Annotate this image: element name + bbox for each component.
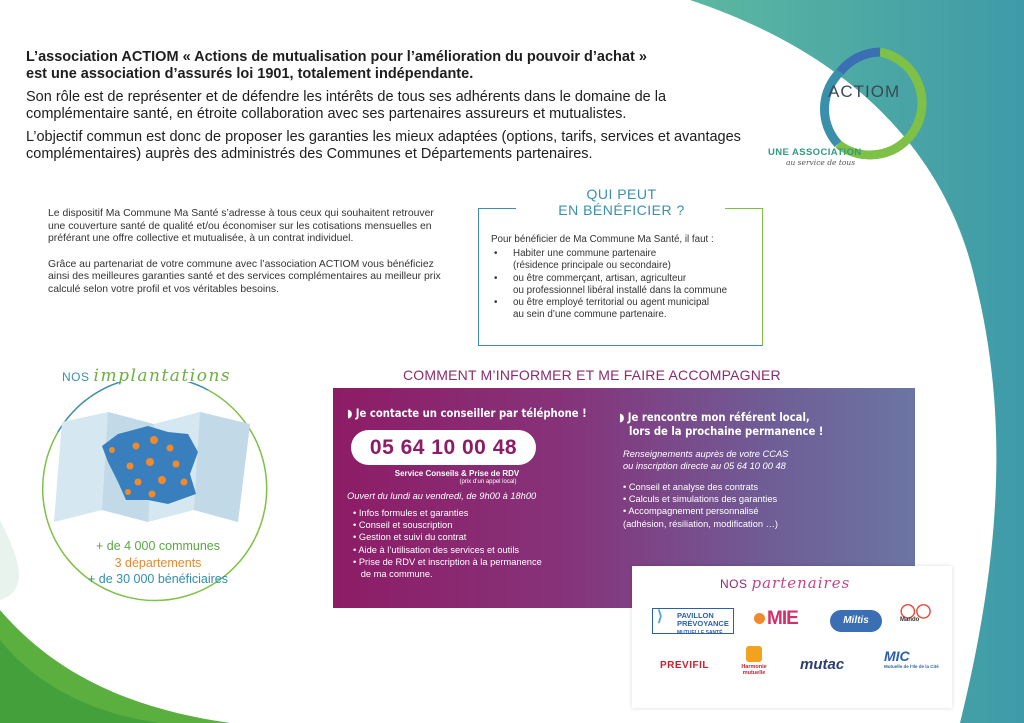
dispositif-para1: Le dispositif Ma Commune Ma Santé s’adresse à tous ceux qui souhaitent retrouver une couverture santé de qualité et/ou économiser sur les cotisations mensuelles en préférant une offre collective et mutualisée, à un contrat individuel.	[48, 208, 434, 245]
mutac-logo: mutac	[800, 656, 845, 673]
mie-text: MIE	[767, 608, 798, 629]
pavillon-chevron-icon: ⟩	[657, 608, 663, 625]
intro-lead-line2: est une association d’assurés loi 1901, totalement indépendante.	[26, 65, 474, 82]
intro-role: Son rôle est de représenter et de défendre les intérêts de tous ses adhérents dans le domaine de la complémentaire santé, en étroite collaboration avec ses partenaires assureurs et mutualistes.	[26, 89, 667, 122]
intro-lead	[26, 49, 746, 82]
qui-peut-title	[479, 186, 764, 218]
list-item: • Conseil et souscription	[353, 520, 453, 531]
partners-title-plain: NOS	[720, 577, 748, 591]
list-item: • ou être commerçant, artisan, agriculteur ou professionnel libéral installé dans la commune	[494, 272, 728, 296]
intro-lead-line1: L’association ACTIOM « Actions de mutualisation pour l’amélioration du pouvoir d’achat »	[26, 49, 647, 65]
qui-peut-body	[491, 234, 759, 321]
partners-title-script: partenaires	[751, 574, 851, 592]
mando-logo	[900, 602, 931, 623]
harmonie-line1: Harmonie	[741, 664, 767, 670]
actiom-logo-word: ACTIOM	[828, 82, 901, 101]
local-renseignements	[619, 448, 909, 472]
stat-beneficiaires: + de 30 000 bénéficiaires	[87, 572, 229, 586]
local-services-list	[619, 481, 909, 530]
mic-logo	[884, 648, 939, 669]
list-item: • Calculs et simulations des garanties	[623, 494, 778, 505]
france-map-icon	[54, 412, 250, 522]
qui-peut-list	[491, 248, 759, 321]
intro-block	[26, 49, 746, 169]
stat-communes: + de 4 000 communes	[95, 539, 221, 553]
previfil-logo: PREVIFIL	[660, 660, 710, 671]
list-item: • Aide à l’utilisation des services et outils	[353, 544, 520, 555]
mic-text: MIC	[884, 648, 910, 664]
miltis-logo: Miltis	[830, 610, 882, 632]
logo-tagline: UNE ASSOCIATION	[768, 147, 862, 158]
mando-text: Mando	[900, 617, 920, 623]
list-item: • Accompagnement personnalisé	[623, 506, 759, 517]
stat-departements: 3 départements	[114, 555, 202, 570]
renseign-line1: Renseignements auprès de votre CCAS	[623, 449, 789, 459]
local-heading	[619, 411, 909, 439]
pavillon-line1: PAVILLON	[677, 611, 714, 620]
list-item: (adhésion, résiliation, modification …)	[623, 518, 779, 529]
qui-peut-title-line1: QUI PEUT	[586, 186, 657, 202]
list-item: • ou être employé territorial ou agent municipal au sein d’une commune partenaire.	[494, 297, 710, 321]
implantations-stats	[48, 538, 268, 588]
mando-rings-icon: ◯◯	[900, 602, 932, 618]
local-column	[619, 411, 909, 530]
harmonie-hex-icon	[746, 646, 762, 662]
partners-box	[632, 566, 952, 708]
phone-services-list	[347, 507, 607, 580]
phone-service-label: Service Conseils & Prise de RDV	[394, 469, 520, 478]
mic-sub: Mutuelle de l’Ile de la Cité	[884, 664, 939, 669]
mie-ball-icon	[754, 613, 765, 624]
logo-tagline-script: au service de tous	[786, 158, 856, 167]
list-item: • Habiter une commune partenaire (résidence principale ou secondaire)	[494, 248, 671, 272]
dispositif-text	[48, 208, 448, 310]
pavillon-sub: MUTUELLE SANTÉ	[677, 630, 723, 636]
local-heading-line2: lors de la prochaine permanence !	[629, 425, 824, 438]
phone-heading: ◗ Je contacte un conseiller par téléphone !	[347, 407, 587, 420]
list-item: • Gestion et suivi du contrat	[353, 532, 467, 543]
qui-peut-intro: Pour bénéficier de Ma Commune Ma Santé, il faut :	[491, 234, 714, 245]
mie-logo	[754, 608, 798, 630]
local-heading-line1: ◗ Je rencontre mon référent local,	[619, 411, 810, 424]
pavillon-line2: PRÉVOYANCE	[677, 619, 729, 628]
left-curve	[0, 520, 19, 600]
phone-hours: Ouvert du lundi au vendredi, de 9h00 à 18h00	[347, 491, 537, 501]
phone-service-note: (prix d’un appel local)	[459, 479, 517, 485]
renseign-line2: ou inscription directe au 05 64 10 00 48	[623, 461, 786, 471]
partners-title	[720, 574, 850, 592]
list-item: • Infos formules et garanties	[353, 508, 469, 518]
comment-title: COMMENT M’INFORMER ET ME FAIRE ACCOMPAGNER	[403, 367, 781, 383]
implantations-title-script: implantations	[93, 366, 232, 386]
harmonie-mutuelle-logo	[736, 646, 772, 676]
list-item: de ma commune.	[353, 569, 433, 580]
list-item: • Prise de RDV et inscription à la permanence	[353, 556, 542, 567]
dispositif-para2: Grâce au partenariat de votre commune avec l’association ACTIOM vous bénéficiez ainsi des meilleures garanties santé et des services complémentaires au meilleur prix calculé selon votre profil et vos véritables besoins.	[48, 258, 441, 295]
phone-column	[347, 407, 607, 580]
qui-peut-box	[478, 186, 763, 346]
qui-peut-title-line2: EN BÉNÉFICIER ?	[558, 202, 685, 218]
implantations-title-plain: NOS	[62, 370, 90, 384]
phone-number[interactable]: 05 64 10 00 48	[351, 430, 536, 465]
harmonie-line2: mutuelle	[742, 670, 766, 676]
list-item: • Conseil et analyse des contrats	[623, 482, 759, 492]
intro-objective: L’objectif commun est donc de proposer les garanties les mieux adaptées (options, tarifs, services et avantages complémentaires) auprès des administrés des Communes et Départements partenaires.	[26, 129, 741, 162]
pavillon-prevoyance-logo	[652, 608, 734, 634]
